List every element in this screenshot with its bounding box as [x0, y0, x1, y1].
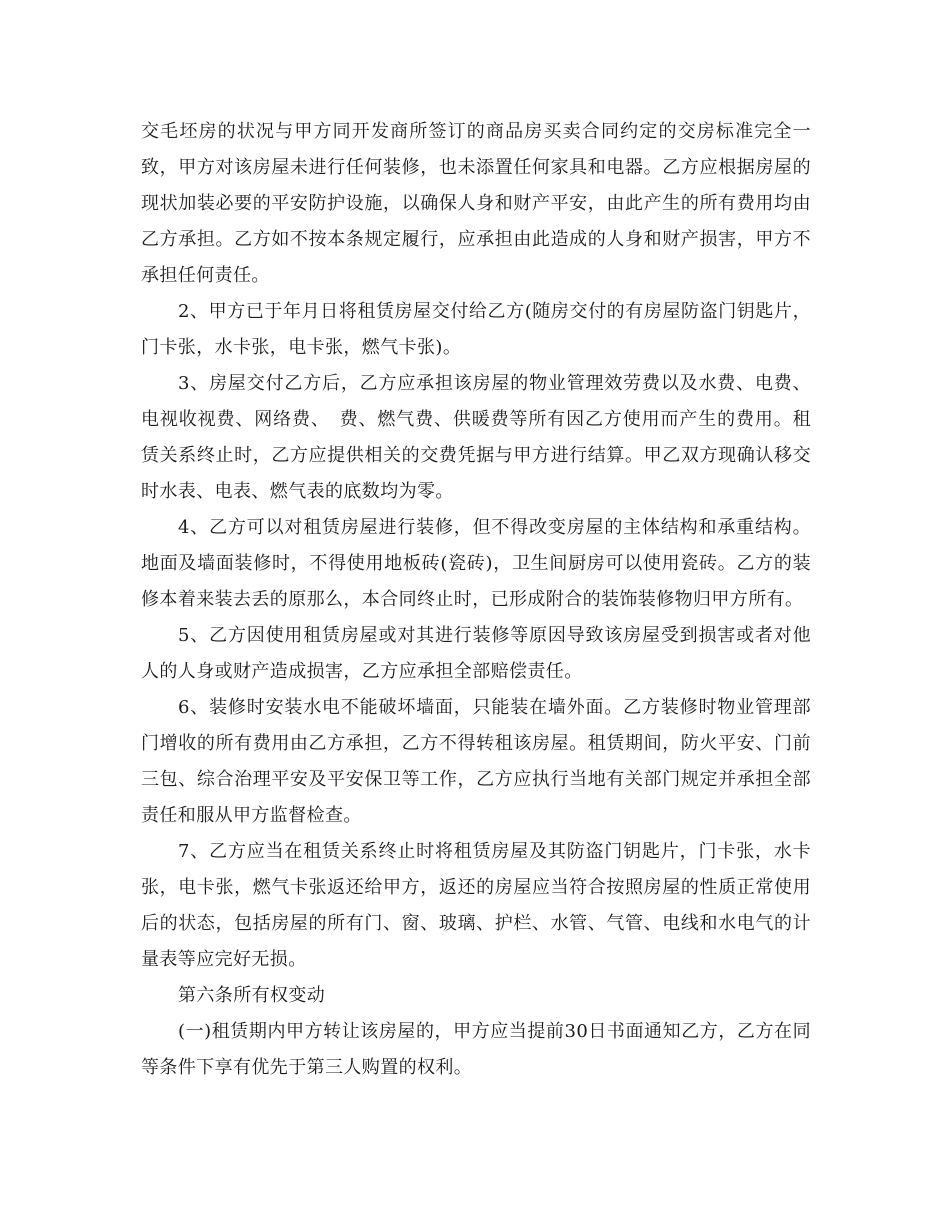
section-heading-article-6: 第六条所有权变动: [178, 985, 326, 1006]
paragraph-clause-7: 7、乙方应当在租赁关系终止时将租赁房屋及其防盗门钥匙片，门卡张，水卡张，电卡张，燃气卡张返还给甲方，返还的房屋应当符合按照房屋的性质正常使用后的状态，包括房屋的所有门、窗、玻璃、护栏、水管、气管、电线和水电气的计量表等应完好无损。: [141, 841, 811, 970]
paragraph-clause-5: 5、乙方因使用租赁房屋或对其进行装修等原因导致该房屋受到损害或者对他人的人身或财产造成损害，乙方应承担全部赔偿责任。: [141, 625, 811, 682]
paragraph-clause-2: 2、甲方已于年月日将租赁房屋交付给乙方(随房交付的有房屋防盗门钥匙片，门卡张，水卡张，电卡张，燃气卡张)。: [141, 301, 811, 358]
document-body: [141, 114, 811, 1086]
paragraph-clause-3: 3、房屋交付乙方后，乙方应承担该房屋的物业管理效劳费以及水费、电费、电视收视费、网络费、 费、燃气费、供暖费等所有因乙方使用而产生的费用。租赁关系终止时，乙方应提供相关的交费凭据与甲方进行结算。甲乙双方现确认移交时水表、电表、燃气表的底数均为零。: [141, 373, 811, 502]
paragraph-clause-4: 4、乙方可以对租赁房屋进行装修，但不得改变房屋的主体结构和承重结构。地面及墙面装修时，不得使用地板砖(瓷砖)，卫生间厨房可以使用瓷砖。乙方的装修本着来装去丢的原那么，本合同终止时，已形成附合的装饰装修物归甲方所有。: [141, 517, 811, 610]
paragraph-article-6-item-1: (一)租赁期内甲方转让该房屋的，甲方应当提前30日书面通知乙方，乙方在同等条件下享有优先于第三人购置的权利。: [141, 1021, 811, 1078]
paragraph-continuation: 交毛坯房的状况与甲方同开发商所签订的商品房买卖合同约定的交房标准完全一致，甲方对该房屋未进行任何装修，也未添置任何家具和电器。乙方应根据房屋的现状加装必要的平安防护设施，以确保人身和财产平安，由此产生的所有费用均由乙方承担。乙方如不按本条规定履行，应承担由此造成的人身和财产损害，甲方不承担任何责任。: [141, 121, 811, 286]
paragraph-clause-6: 6、装修时安装水电不能破坏墙面，只能装在墙外面。乙方装修时物业管理部门增收的所有费用由乙方承担，乙方不得转租该房屋。租赁期间，防火平安、门前三包、综合治理平安及平安保卫等工作，乙方应执行当地有关部门规定并承担全部责任和服从甲方监督检查。: [141, 697, 811, 826]
